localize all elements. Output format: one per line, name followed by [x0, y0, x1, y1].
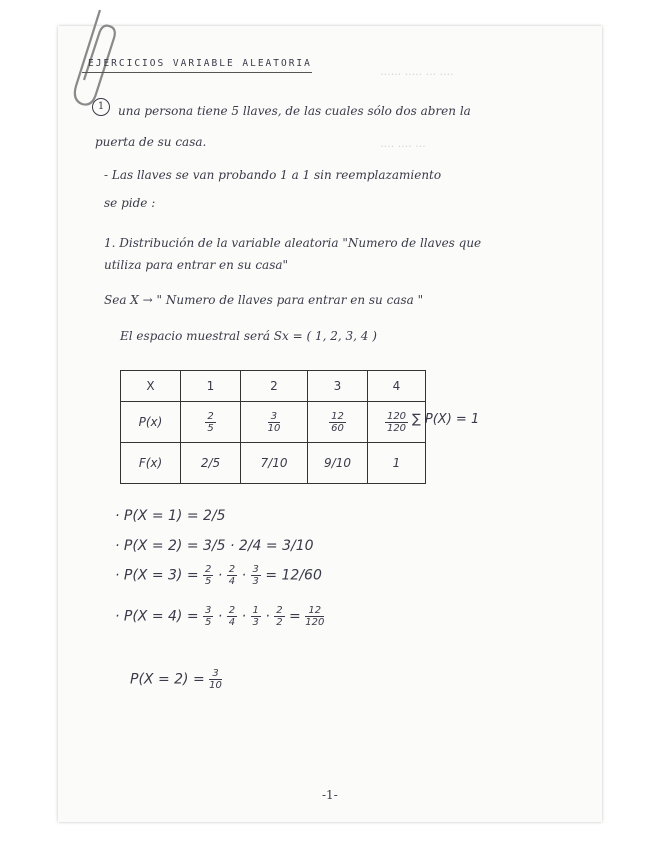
- table-header-cell: X: [121, 371, 181, 402]
- calc-p2: · P(X = 2) = 3/5 · 2/4 = 3/10: [115, 538, 314, 554]
- calc-p2-repeat: P(X = 2) = $\frac{3}{10}$: [130, 668, 222, 691]
- statement-line-3: - Las llaves se van probando 1 a 1 sin reemplazamiento: [104, 168, 442, 182]
- px-label: P(x): [121, 402, 181, 443]
- fx-label: F(x): [121, 443, 181, 484]
- px-cell: $\frac{2}{5}$: [181, 402, 241, 443]
- calc-p3: · P(X = 3) = $\frac{2}{5}$ · $\frac{2}{4}$ · $\frac{3}{3}$ = 12/60: [115, 564, 322, 587]
- table-header-row: [121, 371, 426, 402]
- calc-p1: · P(X = 1) = 2/5: [115, 508, 226, 524]
- px-cell: $\frac{3}{10}$: [241, 402, 308, 443]
- probability-table: [120, 370, 426, 484]
- page-number: -1-: [322, 788, 338, 802]
- statement-line-1: una persona tiene 5 llaves, de las cuales sólo dos abren la: [118, 104, 471, 118]
- fx-cell: 9/10: [308, 443, 368, 484]
- table-row-fx: [121, 443, 426, 484]
- calc-p4: · P(X = 4) = $\frac{3}{5}$ · $\frac{2}{4}$ · $\frac{1}{3}$ · $\frac{2}{2}$ = $\frac{12}{120}$: [115, 605, 325, 628]
- sample-space: El espacio muestral será Sx = ( 1, 2, 3, 4 ): [120, 329, 377, 343]
- question-1: 1. Distribución de la variable aleatoria "Numero de llaves que: [104, 236, 482, 250]
- table-header-cell: 4: [368, 371, 426, 402]
- statement-line-4: se pide :: [104, 196, 156, 210]
- fx-cell: 1: [368, 443, 426, 484]
- fx-cell: 7/10: [241, 443, 308, 484]
- worksheet-title: EJERCICIOS VARIABLE ALEATORIA: [88, 58, 312, 69]
- px-cell: $\frac{120}{120}$: [368, 402, 426, 443]
- table-header-cell: 2: [241, 371, 308, 402]
- table-header-cell: 1: [181, 371, 241, 402]
- title-underline: [82, 72, 312, 73]
- bleed-through-text: ···· ···· ···: [380, 140, 426, 153]
- statement-line-2: puerta de su casa.: [95, 135, 207, 149]
- question-1-cont: utiliza para entrar en su casa": [104, 258, 289, 272]
- variable-definition: Sea X → " Numero de llaves para entrar en su casa ": [104, 293, 424, 307]
- fx-cell: 2/5: [181, 443, 241, 484]
- px-cell: $\frac{12}{60}$: [308, 402, 368, 443]
- table-row-px: [121, 402, 426, 443]
- exercise-number: 1: [92, 98, 110, 116]
- table-header-cell: 3: [308, 371, 368, 402]
- sum-note: ∑ P(X) = 1: [412, 412, 480, 427]
- bleed-through-text: ······ ····· ··· ····: [380, 68, 454, 81]
